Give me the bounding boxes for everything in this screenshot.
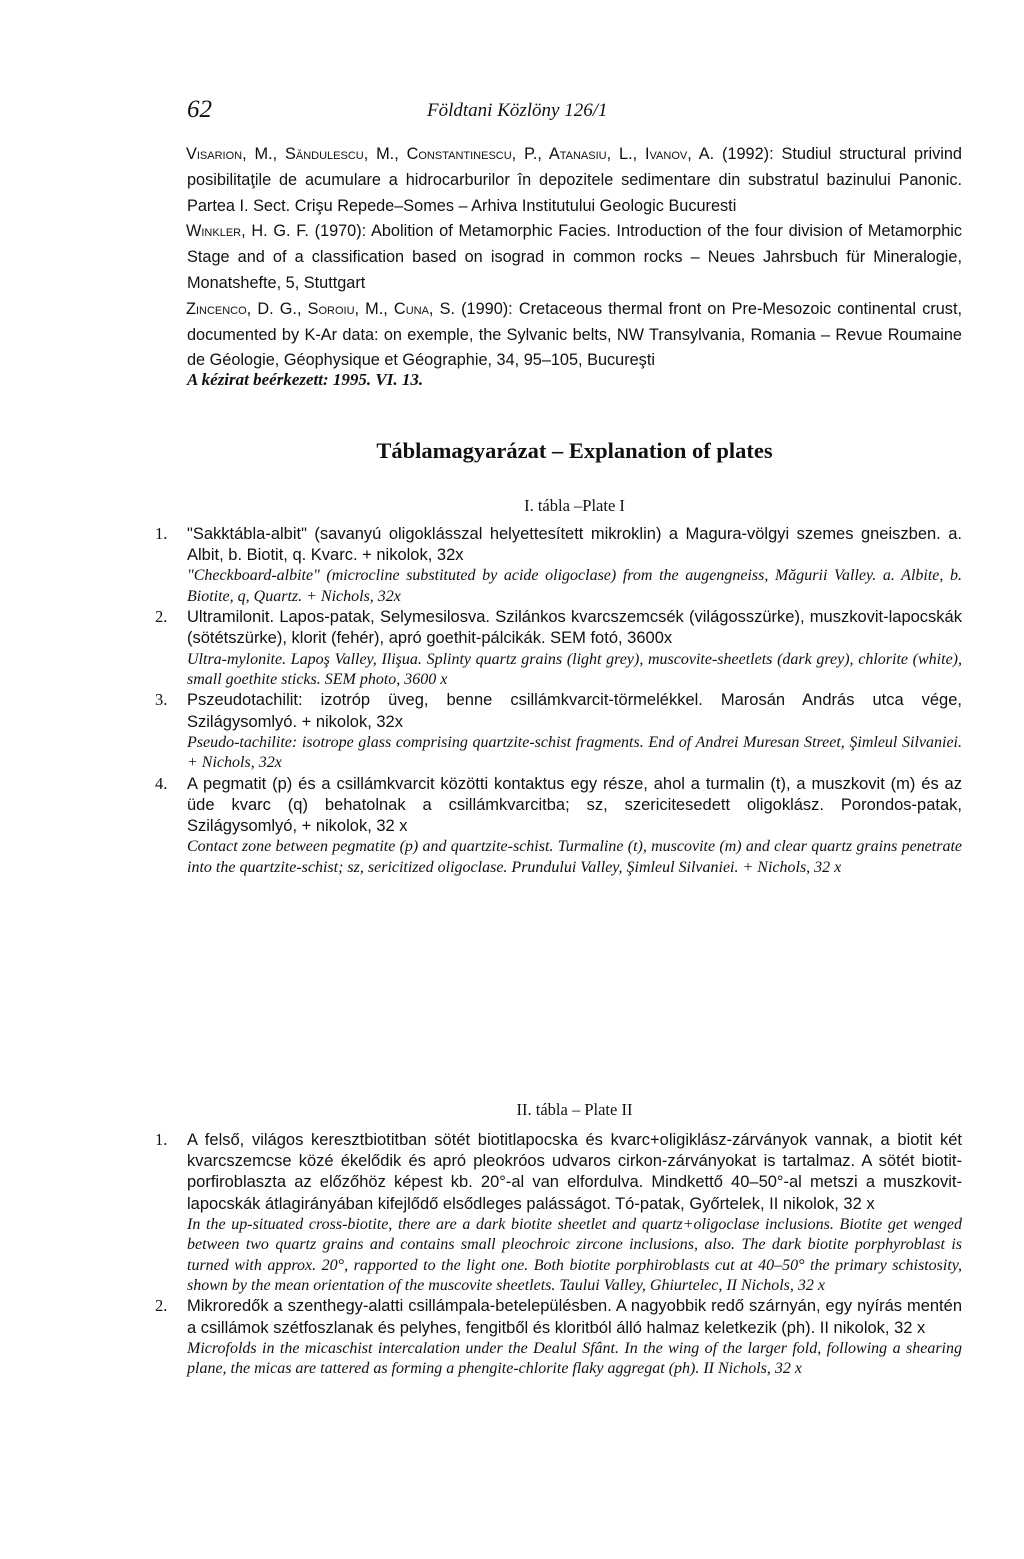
- reference-text: (1992): Studiul structural privind posibilitaţile de acumulare a hidrocarburilor în depozitele sedimentare din substratul bazinului Panonic. Partea I. Sect. Crişu Repede–Somes – Arhiva Institutului Geologic Bucuresti: [187, 145, 962, 215]
- reference-authors: Winkler, H. G. F.: [186, 222, 309, 241]
- item-number: 1.: [155, 524, 168, 543]
- item-hungarian: "Sakktábla-albit" (savanyú oligoklásszal helyettesített mikroklin) a Magura-völgyi szemes gneiszben. a. Albit, b. Biotit, q. Kvarc. + nikolok, 32x: [187, 525, 962, 565]
- item-english: "Checkboard-albite" (microcline substituted by acide oligoclase) from the augengneiss, Măgurii Valley. a. Albite, b. Biotite, q, Quartz. + Nichols, 32x: [187, 567, 962, 605]
- reference-entry: [187, 142, 962, 219]
- reference-text: (1990): Cretaceous thermal front on Pre-Mesozoic continental crust, documented by K-Ar data: on exemple, the Sylvanic belts, NW Transylvania, Romania – Revue Roumaine de Géologie, Géophysique et Géographie, 34, 95–105, Bucureşti: [187, 299, 962, 370]
- plate-item: [155, 774, 962, 878]
- plate-title: II. tábla – Plate II: [516, 1100, 633, 1119]
- plate-title: I. tábla –Plate I: [524, 496, 625, 515]
- item-hungarian: Pszeudotachilit: izotróp üveg, benne csillámkvarcit-törmelékkel. Marosán András utca vége, Szilágysomlyó. + nikolok, 32x: [187, 691, 962, 731]
- item-hungarian: A pegmatit (p) és a csillámkvarcit közötti kontaktus egy része, ahol a turmalin (t), a muszkovit (m) és az üde kvarc (q) behatolnak a csillámkvarcitba; sz, szericitesedett oligoklász. Porondos-patak, Szilágysomlyó, + nikolok, 32 x: [187, 774, 962, 836]
- plate-item: [155, 1130, 962, 1296]
- item-hungarian: A felső, világos keresztbiotitban sötét biotitlapocska és kvarc+oligiklász-zárványok vannak, a biotit két kvarcszemcse közé ékelődik és apró pleokróos udvaros cirkon-zárványokat is tartalmaz. A sötét biotit-porfiroblaszta az előzőhöz képest kb. 20°-al van elfordulva. Mindkettő 40–50°-al metszi a muszkovit-lapocskák átlagirányában kifejlődő elsődleges palásságot. Tó-patak, Győrtelek, II nikolok, 32 x: [187, 1131, 962, 1213]
- item-number: 2.: [155, 607, 168, 627]
- item-number: 4.: [155, 773, 168, 793]
- item-english: Ultra-mylonite. Lapoş Valley, Ilişua. Splinty quartz grains (light grey), muscovite-sheetlets (dark grey), chlorite (white), small goethite sticks. SEM photo, 3600 x: [187, 650, 962, 689]
- page-header: [187, 96, 957, 126]
- reference-entry: [187, 297, 962, 374]
- plate-item: [155, 524, 962, 607]
- page-number: 62: [187, 96, 212, 123]
- reference-authors: Visarion, M., Săndulescu, M., Constantinescu, P., Atanasiu, L., Ivanov, A.: [186, 145, 715, 163]
- plate-1-items: [155, 524, 962, 878]
- plate-item: [155, 607, 962, 690]
- item-english: Contact zone between pegmatite (p) and quartzite-schist. Turmaline (t), muscovite (m) and clear quartz grains penetrate into the quartzite-schist; sz, sericitized oligoclase. Prundului Valley, Şimleul Silvaniei. + Nichols, 32 x: [187, 838, 962, 876]
- received-date: A kézirat beérkezett: 1995. VI. 13.: [187, 370, 424, 389]
- references-list: [187, 142, 962, 374]
- plate-2-items: [155, 1130, 962, 1380]
- item-hungarian: Mikroredők a szenthegy-alatti csillámpala-betelepülésben. A nagyobbik redő szárnyán, egy nyírás mentén a csillámok szétfoszlanak és pelyhes, fengitből és kloritból álló halmaz keletkezik (ph). II nikolok, 32 x: [187, 1297, 962, 1337]
- item-number: 2.: [155, 1296, 168, 1316]
- item-number: 3.: [155, 690, 168, 710]
- item-hungarian: Ultramilonit. Lapos-patak, Selymesilosva. Szilánkos kvarcszemcsék (világosszürke), muszkovit-lapocskák (sötétszürke), klorit (fehér), apró goethit-pálcikák. SEM fotó, 3600x: [187, 608, 962, 648]
- item-english: Microfolds in the micaschist intercalation under the Dealul Sfânt. In the wing of the larger fold, following a shearing plane, the micas are tattered as forming a phengite-chlorite flaky aggregat (ph). II Nichols, 32 x: [187, 1339, 962, 1378]
- section-title: Táblamagyarázat – Explanation of plates: [376, 438, 773, 463]
- reference-entry: [187, 219, 962, 296]
- item-number: 1.: [155, 1130, 168, 1149]
- plate-item: [155, 690, 962, 773]
- plate-item: [155, 1296, 962, 1379]
- item-english: In the up-situated cross-biotite, there are a dark biotite sheetlet and quartz+oligoclase inclusions. Biotite get wenged between two quartz grains and contains small pleochroic zircone inclusions, also. The dark biotite porphyroblast is turned with approx. 20°, rapported to the light one. Both biotite porphiroblasts cut at 40–50° the primary schistosity, shown by the mean orientation of the muscovite sheetlets. Taului Valley, Ghiurtelec, II Nichols, 32 x: [187, 1215, 962, 1295]
- reference-authors: Zincenco, D. G., Soroiu, M., Cuna, S.: [186, 299, 455, 318]
- journal-title: Földtani Közlöny 126/1: [427, 100, 608, 121]
- item-english: Pseudo-tachilite: isotrope glass comprising quartzite-schist fragments. End of Andrei Muresan Street, Şimleul Silvaniei. + Nichols, 32x: [187, 733, 962, 772]
- reference-text: (1970): Abolition of Metamorphic Facies. Introduction of the four division of Metamorphic Stage and of a classification based on isograd in common rocks – Neues Jahrsbuch für Mineralogie, Monatshefte, 5, Stuttgart: [187, 222, 963, 292]
